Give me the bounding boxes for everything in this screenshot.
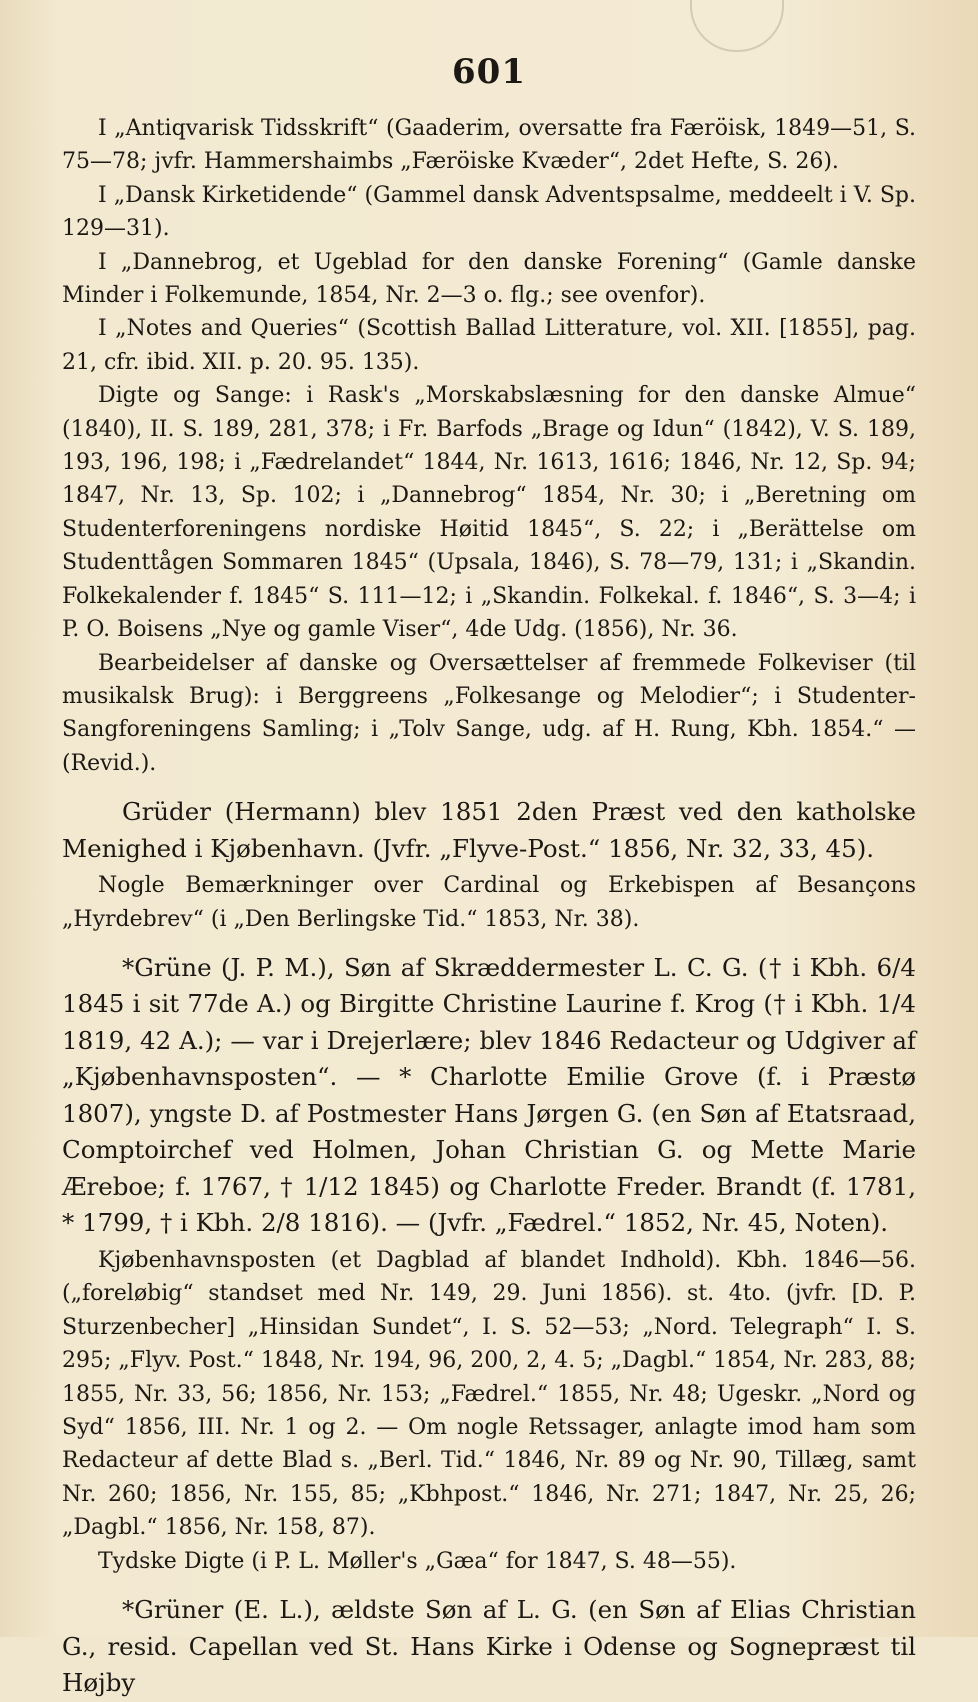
entry-grune: *Grüne (J. P. M.), Søn af Skræddermester L. C. G. († i Kbh. 6/4 1845 i sit 77de A.) og Birgitte Christine Laurine f. Krog († i Kbh. 1/4 1819, 42 A.); — var i Drejerlære; blev 1846 Redacteur og Udgiver af „Kjøbenhavnsposten“. — * Charlotte Emilie Grove (f. i Præstø 1807), yngste D. af Postmester Hans Jørgen G. (en Søn af Etatsraad, Comptoirchef ved Holmen, Johan Christian G. og Mette Marie Æreboe; f. 1767, † 1/12 1845) og Charlotte Freder. Brandt (f. 1781, * 1799, † i Kbh. 2/8 1816). — (Jvfr. „Fædrel.“ 1852, Nr. 45, Noten). [62, 952, 916, 1238]
paragraph-nogle-bemaerkninger: Nogle Bemærkninger over Cardinal og Erkebispen af Besançons „Hyrdebrev“ (i „Den Berlingske Tid.“ 1853, Nr. 38). [62, 873, 916, 932]
paragraph-bearbeidelser: Bearbeidelser af danske og Oversættelser af fremmede Folkeviser (til musikalsk Brug): i Berggreens „Folkesange og Melodier“; i Studenter-Sangforeningens Samling; i „Tolv Sange, udg. af H. Rung, Kbh. 1854.“ — (Revid.). [62, 650, 916, 776]
paragraph-dansk-kirketidende: I „Dansk Kirketidende“ (Gammel dansk Adventspsalme, meddeelt i V. Sp. 129—31). [62, 182, 916, 242]
paragraph-notes-and-queries: I „Notes and Queries“ (Scottish Ballad Litterature, vol. XII. [1855], pag. 21, cfr. ibid. XII. p. 20. 95. 135). [62, 316, 916, 375]
paragraph-kjobenhavnsposten: Kjøbenhavnsposten (et Dagblad af blandet Indhold). Kbh. 1846—56. („foreløbig“ standset med Nr. 149, 29. Juni 1856). st. 4to. (jvfr. [D. P. Sturzenbecher] „Hinsidan Sundet“, I. S. 52—53; „Nord. Telegraph“ I. S. 295; „Flyv. Post.“ 1848, Nr. 194, 96, 200, 2, 4. 5; „Dagbl.“ 1854, Nr. 283, 88; 1855, Nr. 33, 56; 1856, Nr. 153; „Fædrel.“ 1855, Nr. 48; Ugeskr. „Nord og Syd“ 1856, III. Nr. 1 og 2. — Om nogle Retssager, anlagte imod ham som Redacteur af dette Blad s. „Berl. Tid.“ 1846, Nr. 89 og Nr. 90, Tillæg, samt Nr. 260; 1856, Nr. 155, 85; „Kbhpost.“ 1846, Nr. 271; 1847, Nr. 25, 26; „Dagbl.“ 1856, Nr. 158, 87). [62, 1247, 916, 1541]
page-edge-mark [690, 0, 784, 52]
paragraph-tydske-digte: Tydske Digte (i P. L. Møller's „Gæa“ for 1847, S. 48—55). [98, 1548, 737, 1574]
entry-gruner: *Grüner (E. L.), ældste Søn af L. G. (en Søn af Elias Christian G., resid. Capellan ved St. Hans Kirke i Odense og Sognepræst til Højby [62, 1595, 916, 1697]
paragraph-dannebrog: I „Dannebrog, et Ugeblad for den danske Forening“ (Gamle danske Minder i Folkemunde, 1854, Nr. 2—3 o. flg.; see ovenfor). [62, 249, 916, 309]
page-body [62, 112, 916, 1702]
paragraph-digte-og-sange: Digte og Sange: i Rask's „Morskabslæsning for den danske Almue“ (1840), II. S. 189, 281, 378; i Fr. Barfods „Brage og Idun“ (1842), V. S. 189, 193, 196, 198; i „Fædrelandet“ 1844, Nr. 1613, 1616; 1846, Nr. 12, Sp. 94; 1847, Nr. 13, Sp. 102; i „Dannebrog“ 1854, Nr. 30; i „Beretning om Studenterforeningens nordiske Høitid 1845“, S. 22; i „Berättelse om Studenttågen Sommaren 1845“ (Upsala, 1846), S. 78—79, 131; i „Skandin. Folkekalender f. 1845“ S. 111—12; i „Skandin. Folkekal. f. 1846“, S. 3—4; i P. O. Boisens „Nye og gamle Viser“, 4de Udg. (1856), Nr. 36. [62, 383, 916, 643]
paragraph-antiqvarisk: I „Antiqvarisk Tidsskrift“ (Gaaderim, oversatte fra Færöisk, 1849—51, S. 75—78; jvfr. Hammershaimbs „Færöiske Kvæder“, 2det Hefte, S. 26). [62, 116, 916, 175]
entry-gruder: Grüder (Hermann) blev 1851 2den Præst ved den katholske Menighed i Kjøbenhavn. (Jvfr. „Flyve-Post.“ 1856, Nr. 32, 33, 45). [62, 797, 916, 863]
page-number: 601 [452, 52, 526, 92]
